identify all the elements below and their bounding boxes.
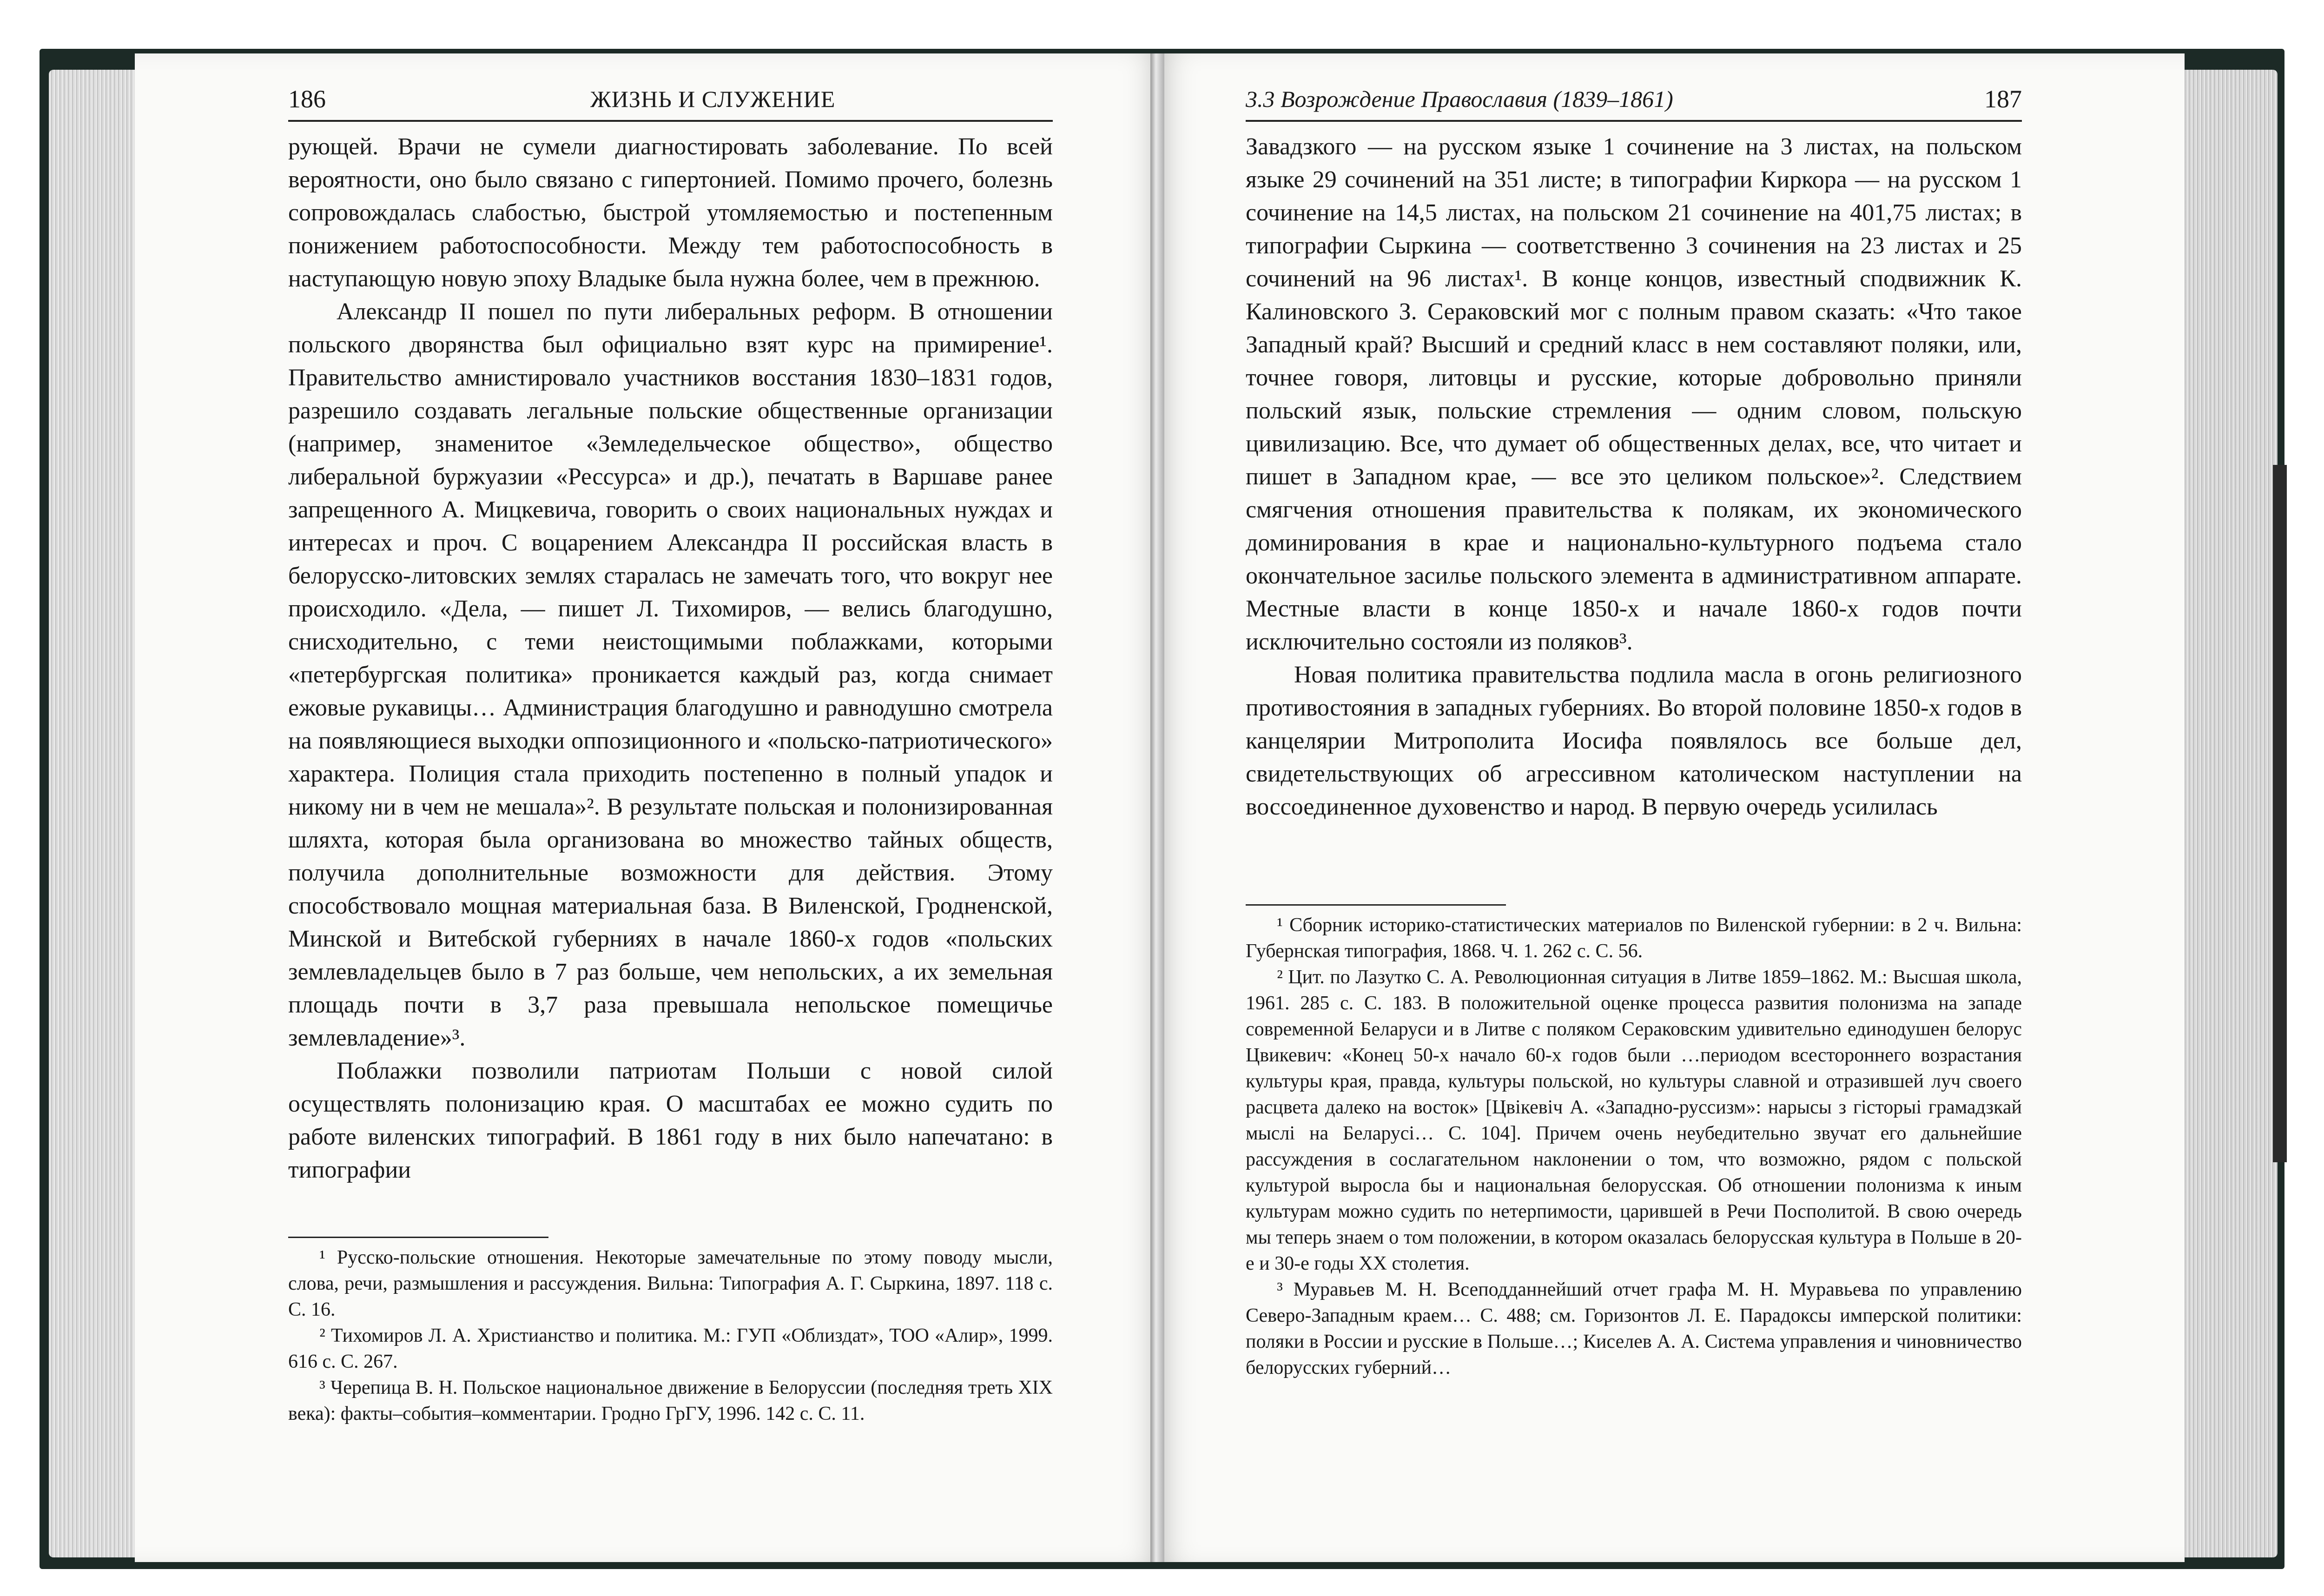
left-page-number: 186: [288, 85, 326, 113]
left-footnote-rule: [288, 1237, 548, 1238]
left-page-body: [288, 130, 1053, 1186]
right-page-header: [1246, 78, 2022, 122]
book-gutter: [1150, 53, 1164, 1562]
right-footnote-3: ³ Муравьев М. Н. Всеподданнейший отчет графа М. Н. Муравьева по управлению Северо-Западным краем… С. 488; см. Горизонтов Л. Е. Парадоксы имперской политики: поляки в России и русские в Польше…; Киселев А. А. Система управления и чиновничество белорусских губерний…: [1246, 1279, 2022, 1378]
right-paragraph-2: Новая политика правительства подлила масла в огонь религиозного противостояния в западных губерниях. Во второй половине 1850-х годов в канцелярии Митрополита Иосифа появлялось все больше дел, свидетельствующих об агрессивном католическом наступлении на воссоединенное духовенство и народ. В первую очередь усилилась: [1246, 662, 2022, 820]
left-page-header: [288, 78, 1053, 122]
right-footnote-rule: [1246, 904, 1506, 906]
right-footnote-1: ¹ Сборник историко-статистических материалов по Виленской губернии: в 2 ч. Вильна: Губернская типография, 1868. Ч. 1. 262 с. С. 56.: [1246, 914, 2022, 962]
left-footnotes: [288, 1237, 1053, 1427]
left-paragraph-2: Александр II пошел по пути либеральных реформ. В отношении польского дворянства был официально взят курс на примирение¹. Правительство амнистировало участников восстания 1830–1831 годов, разрешило создавать легальные польские общественные организации (например, знаменитое «Земледельческое общество», общество либеральной буржуазии «Рессурса» и др.), печатать в Варшаве ранее запрещенного А. Мицкевича, говорить о своих национальных нуждах и интересах и проч. С воцарением Александра II российская власть в белорусско-литовских землях старалась не замечать того, что вокруг нее происходило. «Дела, — пишет Л. Тихомиров, — велись благодушно, снисходительно, с теми неистощимыми поблажками, которыми «петербургская политика» проникается каждый раз, когда снимает ежовые рукавицы… Администрация благодушно и равнодушно смотрела на появляющиеся выходки оппозиционного и «польско-патриотического» характера. Полиция стала приходить постепенно в полный упадок и никому ни в чем не мешала»². В результате польская и полонизированная шляхта, которая была организована во множество тайных обществ, получила дополнительные возможности для действия. Этому способствовало мощная материальная база. В Виленской, Гродненской, Минской и Витебской губерниях в начале 1860-х годов «польских землевладельцев было в 7 раз больше, чем непольских, а их земельная площадь почти в 3,7 раза превышала непольское помещичье землевладение»³.: [288, 298, 1053, 1051]
left-footnote-3: ³ Черепица В. Н. Польское национальное движение в Белоруссии (последняя треть XIX века): факты–события–комментарии. Гродно ГрГУ, 1996. 142 с. С. 11.: [288, 1377, 1053, 1424]
left-footnote-2: ² Тихомиров Л. А. Христианство и политика. М.: ГУП «Облиздат», ТОО «Алир», 1999. 616 с. С. 267.: [288, 1325, 1053, 1372]
left-footnote-1: ¹ Русско-польские отношения. Некоторые замечательные по этому поводу мысли, слова, речи, размышления и рассуждения. Вильна: Типография А. Г. Сыркина, 1897. 118 с. С. 16.: [288, 1247, 1053, 1320]
right-page-body: [1246, 130, 2022, 823]
left-running-title: ЖИЗНЬ И СЛУЖЕНИЕ: [590, 86, 836, 112]
right-running-title: 3.3 Возрождение Православия (1839–1861): [1246, 86, 1673, 112]
book-spine-edge: [2273, 465, 2287, 1162]
left-paragraph-1: рующей. Врачи не сумели диагностировать заболевание. По всей вероятности, оно было связано с гипертонией. Помимо прочего, болезнь сопровождалась слабостью, быстрой утомляемостью и постепенным понижением работоспособности. Между тем работоспособность в наступающую новую эпоху Владыке была нужна более, чем в прежнюю.: [288, 133, 1053, 292]
right-paragraph-1: Завадзкого — на русском языке 1 сочинение на 3 листах, на польском языке 29 сочинений на 351 листе; в типографии Киркора — на русском 1 сочинение на 14,5 листах, на польском 21 сочинение на 401,75 листах; в типографии Сыркина — соответственно 3 сочинения на 23 листах и 25 сочинений на 96 листах¹. В конце концов, известный сподвижник К. Калиновского З. Сераковский мог с полным правом сказать: «Что такое Западный край? Высший и средний класс в нем составляют поляки, или, точнее говоря, литовцы и русские, которые добровольно приняли польский язык, польские стремления — одним словом, польскую цивилизацию. Все, что думает об общественных делах, все, что читает и пишет в Западном крае, — все это целиком польское»². Следствием смягчения отношения правительства к полякам, их экономического доминирования в крае и национально-культурного подъема стало окончательное засилье польского элемента в административном аппарате. Местные власти в конце 1850-х и начале 1860-х годов почти исключительно состояли из поляков³.: [1246, 133, 2022, 655]
right-footnote-2: ² Цит. по Лазутко С. А. Революционная ситуация в Литве 1859–1862. М.: Высшая школа, 1961. 285 с. С. 183. В положительной оценке процесса развития полонизма на западе современной Беларуси и в Литве с поляком Сераковским удивительно единодушен белорус Цвикевич: «Конец 50-х начало 60-х годов были …периодом всестороннего возрастания культуры края, правда, культуры польской, но культуры славной и отразившей луч своего расцвета далеко на восток» [Цвікевіч А. «Западно-руссизм»: нарысы з гісторыі грамадзкай мыслі на Беларусі… С. 104]. Причем очень неубедительно звучат его дальнейшие рассуждения в сослагательном наклонении о том, что возможно, рядом с польской культурой выросла бы и национальная белорусская. Об отношении полонизма к иным культурам можно судить по нетерпимости, царившей в Речи Посполитой. В свою очередь мы теперь знаем о том положении, в котором оказалась белорусская культура в Польше в 20-е и 30-е годы XX столетия.: [1246, 967, 2022, 1274]
right-page-number: 187: [1984, 85, 2022, 113]
right-footnotes: [1246, 904, 2022, 1381]
left-paragraph-3: Поблажки позволили патриотам Польши с новой силой осуществлять полонизацию края. О масштабах ее можно судить по работе виленских типографий. В 1861 году в них было напечатано: в типографии: [288, 1058, 1053, 1183]
